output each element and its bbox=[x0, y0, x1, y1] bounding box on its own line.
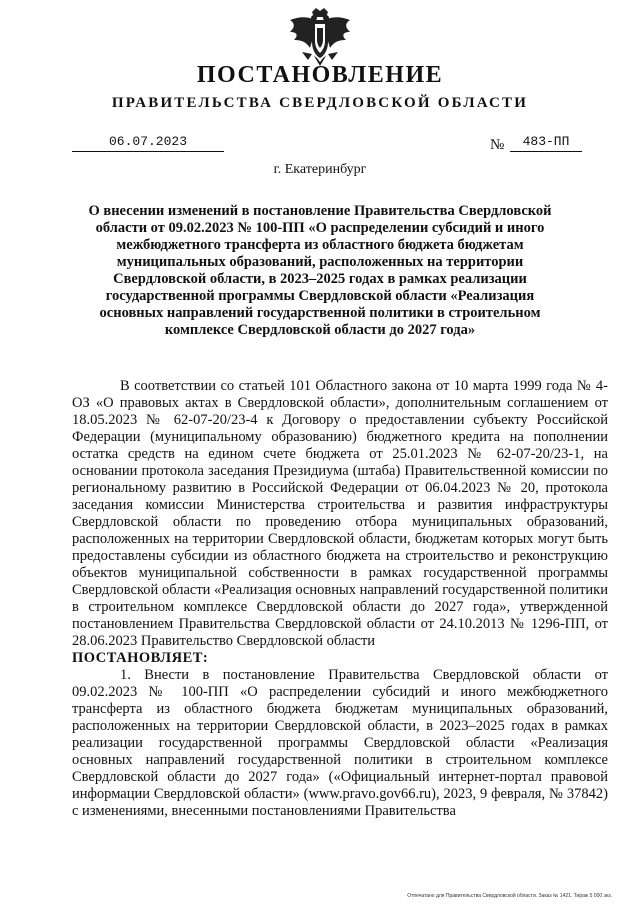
issuer-heading: ПРАВИТЕЛЬСТВА СВЕРДЛОВСКОЙ ОБЛАСТИ bbox=[111, 95, 529, 111]
coat-of-arms-icon bbox=[288, 8, 352, 68]
decree-word: ПОСТАНОВЛЯЕТ: bbox=[72, 650, 209, 666]
city-line: г. Екатеринбург bbox=[273, 162, 367, 177]
document-title: О внесении изменений в постановление Правительства Свердловской области от 09.02.2023 № 100-ПП «О распределении субсидий и иного межбюджетного трансферта из областного бюджета бюджетам муниципальных образований, расположенных на территории Свердловской области, в 2023–2025 годах в рамках реализации государственной программы Свердловской области «Реализация основных направлений государственной политики в строительном комплексе Свердловской области до 2027 года» bbox=[88, 203, 552, 338]
document-type-heading: ПОСТАНОВЛЕНИЕ bbox=[196, 62, 444, 88]
preamble-paragraph: В соответствии со статьей 101 Областного закона от 10 марта 1999 года № 4-ОЗ «О правовых актах в Свердловской области», дополнительным соглашением от 18.05.2023 № 62-07-20/23-4 к Договору о предоставлении субъекту Российской Федерации (муниципальному образованию) бюджетного кредита на пополнении остатка средств на едином счете бюджета от 25.01.2023 № 62-07-20/23-1, на основании протокола заседания Президиума (штаба) Правительственной комиссии по региональному развитию в Российской Федерации от 06.04.2023 № 20, протокола заседания комиссии Министерства строительства и развития инфраструктуры Свердловской области по проведению отбора муниципальных образований, расположенных на территории Свердловской области, бюджетам которых могут быть предоставлены субсидии из областного бюджета на строительство и реконструкцию объектов муниципальной собственности в рамках государственной программы Свердловской области «Реализация основных направлений государственной политики в строительном комплексе Свердловской области до 2027 года», утвержденной постановлением Правительства Свердловской области от 24.10.2013 № 1296-ПП, от 28.06.2023 Правительство Свердловской области bbox=[72, 378, 608, 649]
document-date: 06.07.2023 bbox=[72, 134, 224, 152]
document-number: 483-ПП bbox=[510, 134, 582, 152]
print-footer: Отпечатано для Правительства Свердловской области. Заказ № 1421. Тираж 5 000 экз. bbox=[407, 893, 612, 899]
number-label: № bbox=[490, 137, 505, 153]
item-1-paragraph: 1. Внести в постановление Правительства Свердловской области от 09.02.2023 № 100-ПП «О распределении субсидий и иного межбюджетного трансферта из областного бюджета бюджетам муниципальных образований, расположенных на территории Свердловской области, в 2023–2025 годах в рамках реализации государственной программы Свердловской области «Реализация основных направлений государственной политики в строительном комплексе Свердловской области до 2027 года» («Официальный интернет-портал правовой информации Свердловской области» (www.pravo.gov66.ru), 2023, 9 февраля, № 37842) с изменениями, внесенными постановлениями Правительства bbox=[72, 667, 608, 819]
document-body bbox=[72, 378, 608, 820]
